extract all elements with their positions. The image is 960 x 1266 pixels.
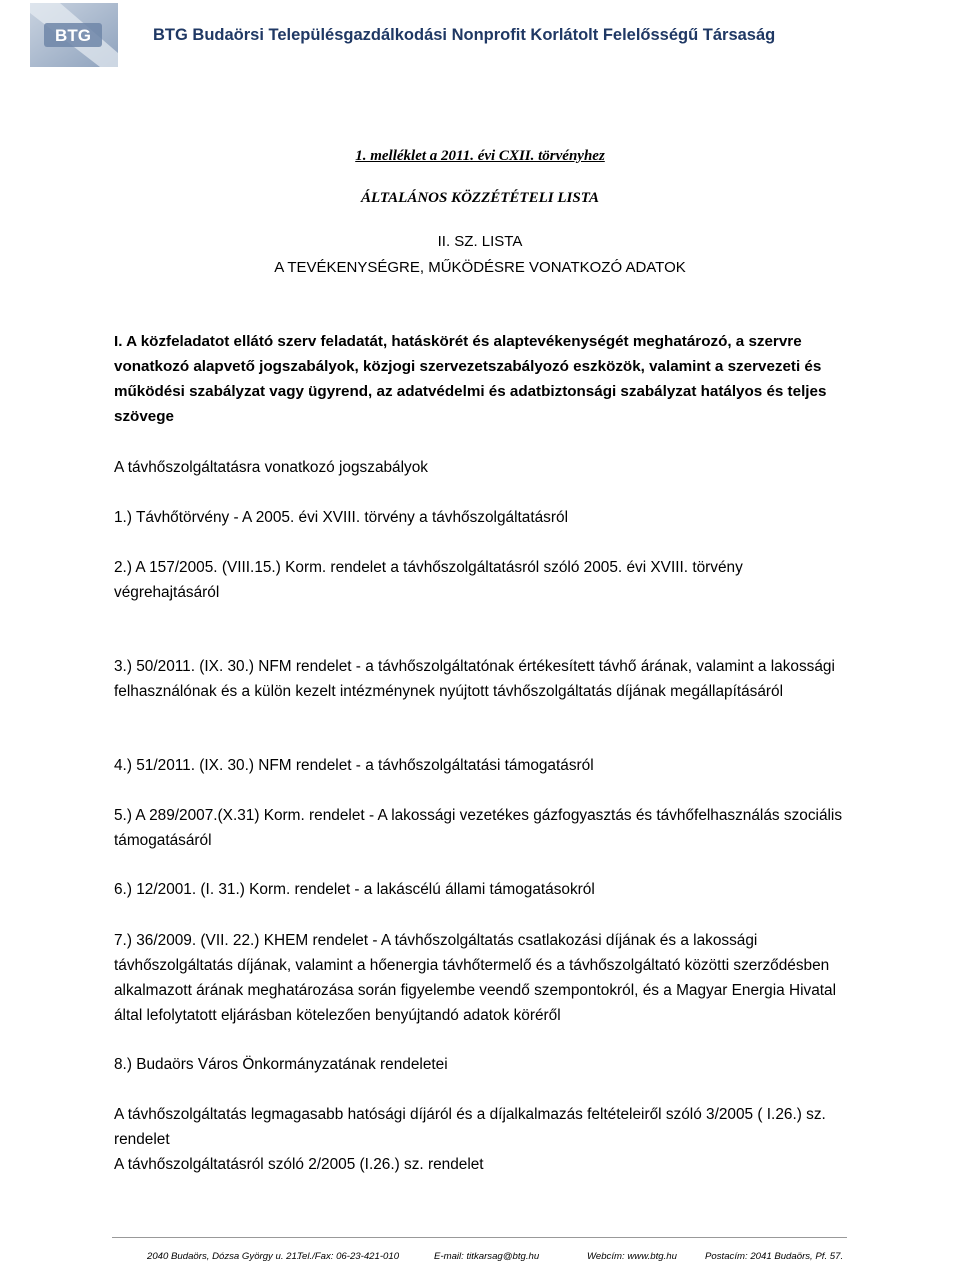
list-item: 8.) Budaörs Város Önkormányzatának rendeletei <box>114 1056 448 1073</box>
footer-web: Webcím: www.btg.hu <box>587 1251 677 1262</box>
logo-text: BTG <box>55 26 91 45</box>
list-item: 5.) A 289/2007.(X.31) Korm. rendelet - A lakossági vezetékes gázfogyasztás és távhőfelhasználás szociális támogatásáról <box>114 807 843 849</box>
list-item: 7.) 36/2009. (VII. 22.) KHEM rendelet - A távhőszolgáltatás csatlakozási díjának és a lakossági távhőszolgáltatás díjának, valamint a hőenergia távhőtermelő és a távhőszolgáltató közötti szerződésben alkalmazott árának meghatározása során figyelembe veendő szempontokról, és a Magyar Energia Hivatal által lefolytatott eljárásban kötelezően benyújtandó adatok köréről <box>114 932 837 1024</box>
local-regulation: A távhőszolgáltatásról szóló 2/2005 (I.26.) sz. rendelet <box>114 1156 484 1173</box>
local-regulation: A távhőszolgáltatás legmagasabb hatósági díjáról és a díjalkalmazás feltételeiről szóló 3/2005 ( I.26.) sz. rendelet <box>114 1106 826 1148</box>
paragraph-intro: A távhőszolgáltatásra vonatkozó jogszabályok <box>114 459 428 476</box>
footer-postal: Postacím: 2041 Budaörs, Pf. 57. <box>705 1251 844 1262</box>
footer-email: E-mail: titkarsag@btg.hu <box>434 1251 540 1262</box>
btg-logo <box>30 3 118 67</box>
list-item: 4.) 51/2011. (IX. 30.) NFM rendelet - a távhőszolgáltatási támogatásról <box>114 757 594 774</box>
list-title: ÁLTALÁNOS KÖZZÉTÉTELI LISTA <box>360 190 600 206</box>
footer-divider <box>112 1237 847 1238</box>
company-name: BTG Budaörsi Településgazdálkodási Nonprofit Korlátolt Felelősségű Társaság <box>153 26 776 44</box>
section-heading: I. A közfeladatot ellátó szerv feladatát, hatáskörét és alaptevékenységét meghatározó, a szervre vonatkozó alapvető jogszabályok, közjogi szervezetszabályozó eszközök, valamint a szervezeti és működési szabályzat vagy ügyrend, az adatvédelmi és adatbiztonsági szabályzat hatályos és teljes szövege <box>114 333 827 425</box>
list-item: 6.) 12/2001. (I. 31.) Korm. rendelet - a lakáscélú állami támogatásokról <box>114 881 595 898</box>
list-item: 1.) Távhőtörvény - A 2005. évi XVIII. törvény a távhőszolgáltatásról <box>114 509 568 526</box>
footer-address: 2040 Budaörs, Dózsa György u. 21. <box>147 1251 300 1262</box>
list-number: II. SZ. LISTA <box>437 233 523 250</box>
list-subtitle: A TEVÉKENYSÉGRE, MŰKÖDÉSRE VONATKOZÓ ADATOK <box>274 259 686 276</box>
footer-phone: Tel./Fax: 06-23-421-010 <box>297 1251 400 1262</box>
footer <box>147 1251 937 1262</box>
list-item: 2.) A 157/2005. (VIII.15.) Korm. rendelet a távhőszolgáltatásról szóló 2005. évi XVIII. törvény végrehajtásáról <box>114 559 743 601</box>
annex-reference: 1. melléklet a 2011. évi CXII. törvényhez <box>355 148 605 164</box>
list-item: 3.) 50/2011. (IX. 30.) NFM rendelet - a távhőszolgáltatónak értékesített távhő árának, valamint a lakossági felhasználónak és a külön kezelt intézménynek nyújtott távhőszolgáltatás díjának megállapításáról <box>114 658 835 700</box>
